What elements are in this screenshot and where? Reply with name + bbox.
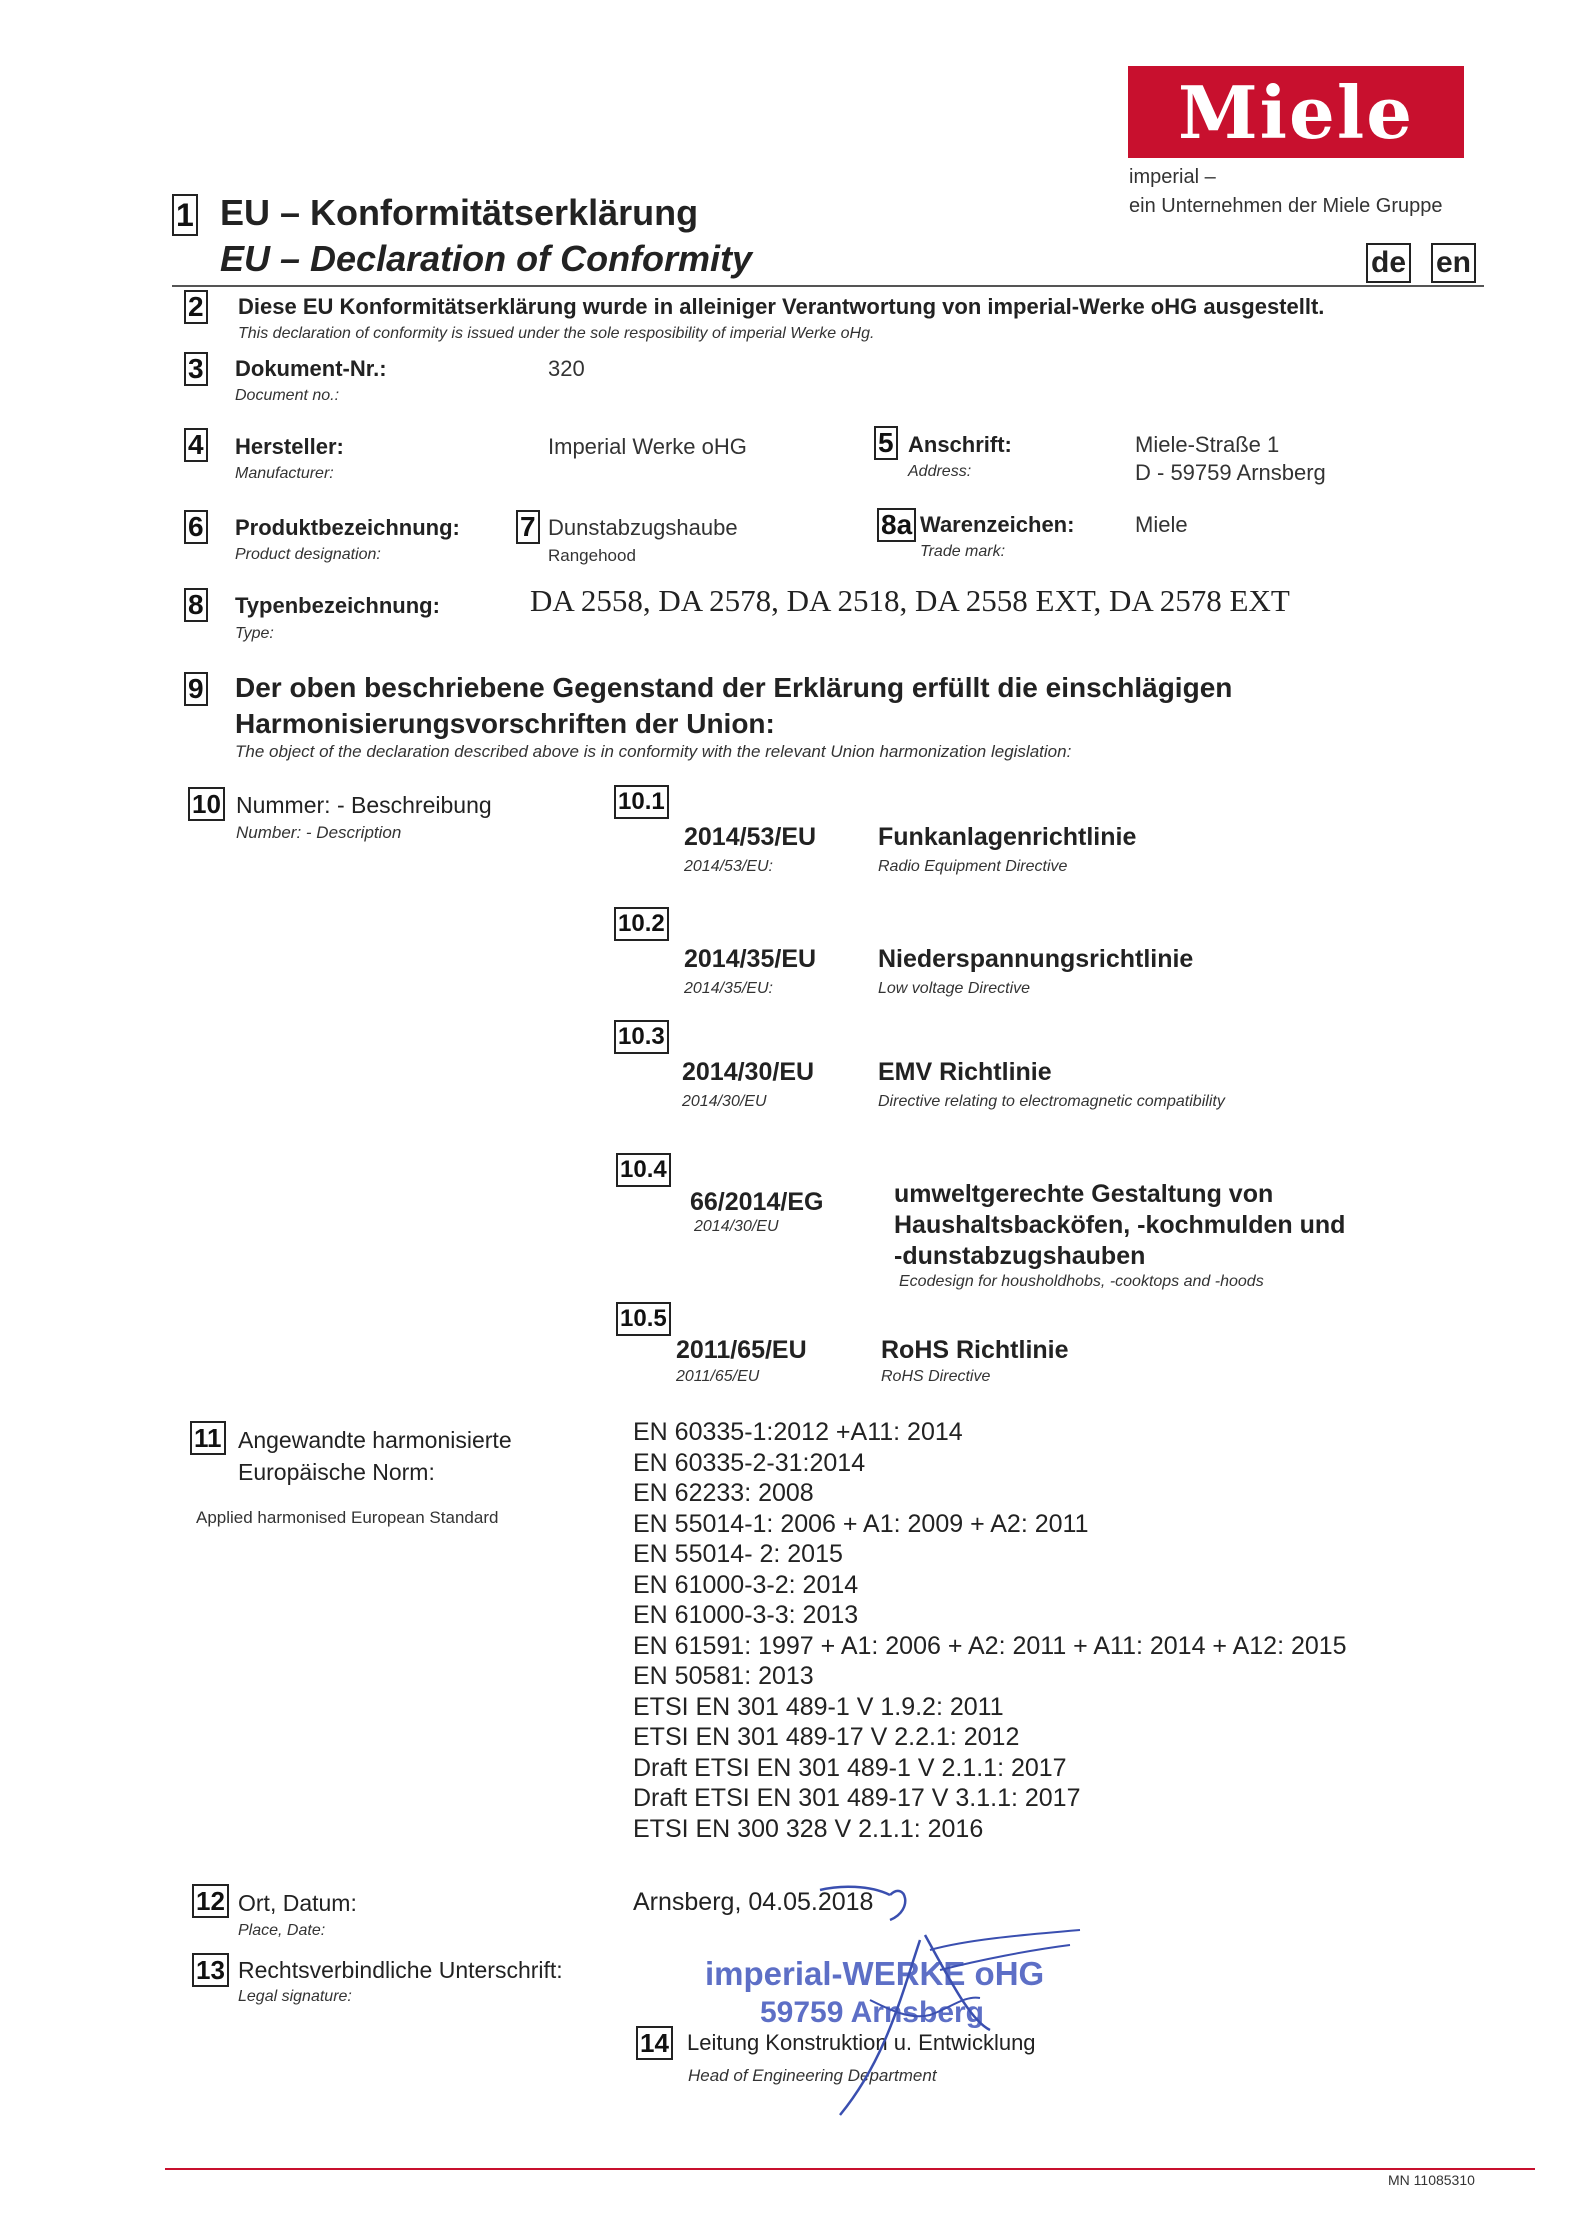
section-8a-number: 8a bbox=[877, 508, 916, 542]
directive-10-1-number: 10.1 bbox=[614, 785, 669, 819]
miele-logo: Miele bbox=[1128, 66, 1464, 158]
directive-10-4-name-line-1: umweltgerechte Gestaltung von bbox=[894, 1180, 1274, 1208]
engineering-head-label: Leitung Konstruktion u. Entwicklung bbox=[687, 2030, 1036, 2055]
directive-10-1-name: Funkanlagenrichtlinie bbox=[878, 823, 1137, 851]
standard-item: EN 50581: 2013 bbox=[633, 1662, 814, 1690]
standards-sublabel: Applied harmonised European Standard bbox=[196, 1508, 499, 1527]
address-line-1: Miele-Straße 1 bbox=[1135, 432, 1280, 457]
directive-10-5-code: 2011/65/EU bbox=[676, 1336, 807, 1364]
section-2-text-de: Diese EU Konformitätserklärung wurde in alleiniger Verantwortung von imperial-Werke oHG ausgestellt. bbox=[238, 294, 1325, 319]
standard-item: EN 61000-3-3: 2013 bbox=[633, 1601, 859, 1629]
section-10-number: 10 bbox=[188, 787, 225, 821]
brand-line-1: imperial – bbox=[1129, 166, 1216, 188]
place-date-value: Arnsberg, 04.05.2018 bbox=[633, 1888, 874, 1916]
footer-rule bbox=[165, 2168, 1535, 2170]
directive-10-2-name: Niederspannungsrichtlinie bbox=[878, 945, 1194, 973]
footer-code: MN 11085310 bbox=[1388, 2172, 1475, 2188]
standards-label-line-2: Europäische Norm: bbox=[238, 1459, 435, 1485]
company-stamp-line-2: 59759 Arnsberg bbox=[760, 1996, 985, 2029]
conformity-statement-line-1: Der oben beschriebene Gegenstand der Erklärung erfüllt die einschlägigen bbox=[235, 672, 1233, 703]
trade-mark-value: Miele bbox=[1135, 512, 1188, 537]
product-designation-sublabel: Product designation: bbox=[235, 546, 381, 563]
directive-10-2-number: 10.2 bbox=[614, 907, 669, 941]
section-14-number: 14 bbox=[636, 2026, 673, 2060]
directive-10-1-code: 2014/53/EU bbox=[684, 823, 817, 851]
section-12-number: 12 bbox=[192, 1884, 229, 1918]
lang-de-box: de bbox=[1366, 243, 1411, 283]
directive-10-5-name: RoHS Richtlinie bbox=[881, 1336, 1069, 1364]
directive-10-4-number: 10.4 bbox=[616, 1153, 671, 1187]
legal-signature-label: Rechtsverbindliche Unterschrift: bbox=[238, 1957, 563, 1983]
standard-item: ETSI EN 301 489-17 V 2.2.1: 2012 bbox=[633, 1723, 1020, 1751]
address-sublabel: Address: bbox=[908, 463, 972, 480]
handwritten-signature bbox=[780, 1880, 1100, 2120]
directive-10-3-name-sub: Directive relating to electromagnetic compatibility bbox=[878, 1093, 1225, 1110]
manufacturer-sublabel: Manufacturer: bbox=[235, 465, 334, 482]
standard-item: Draft ETSI EN 301 489-17 V 3.1.1: 2017 bbox=[633, 1784, 1081, 1812]
directive-10-2-name-sub: Low voltage Directive bbox=[878, 980, 1031, 997]
document-no-sublabel: Document no.: bbox=[235, 387, 340, 404]
section-4-number: 4 bbox=[184, 428, 208, 462]
section-7-number: 7 bbox=[516, 510, 540, 544]
section-13-number: 13 bbox=[192, 1953, 229, 1987]
directive-10-4-name-line-2: Haushaltsbacköfen, -kochmulden und bbox=[894, 1211, 1346, 1239]
conformity-statement-line-2: Harmonisierungsvorschriften der Union: bbox=[235, 708, 775, 739]
directives-sublabel: Number: - Description bbox=[236, 823, 402, 842]
directive-10-5-name-sub: RoHS Directive bbox=[881, 1368, 991, 1385]
directive-10-5-number: 10.5 bbox=[616, 1302, 671, 1336]
directives-label: Nummer: - Beschreibung bbox=[236, 792, 492, 818]
directive-10-2-code: 2014/35/EU bbox=[684, 945, 817, 973]
header-rule bbox=[172, 285, 1484, 287]
place-date-label: Ort, Datum: bbox=[238, 1890, 357, 1916]
section-11-number: 11 bbox=[190, 1421, 226, 1455]
standards-label-line-1: Angewandte harmonisierte bbox=[238, 1427, 512, 1453]
title-de: EU – Konformitätserklärung bbox=[220, 192, 699, 233]
trade-mark-sublabel: Trade mark: bbox=[920, 543, 1006, 560]
standard-item: EN 55014-1: 2006 + A1: 2009 + A2: 2011 bbox=[633, 1509, 1089, 1538]
manufacturer-value: Imperial Werke oHG bbox=[548, 434, 747, 459]
conformity-statement-en: The object of the declaration described above is in conformity with the relevant Union harmonization legislation: bbox=[235, 742, 1072, 761]
product-designation-value-en: Rangehood bbox=[548, 546, 636, 565]
section-9-number: 9 bbox=[184, 672, 208, 706]
standard-item: EN 62233: 2008 bbox=[633, 1479, 814, 1507]
section-6-number: 6 bbox=[184, 510, 208, 544]
directive-10-3-name: EMV Richtlinie bbox=[878, 1058, 1052, 1086]
type-label: Typenbezeichnung: bbox=[235, 593, 440, 618]
place-date-sublabel: Place, Date: bbox=[238, 1922, 326, 1939]
section-8-number: 8 bbox=[184, 588, 208, 622]
standards-list bbox=[633, 1417, 1347, 1844]
directive-10-4-name-sub: Ecodesign for housholdhobs, -cooktops and -hoods bbox=[899, 1273, 1264, 1290]
standard-item: EN 61000-3-2: 2014 bbox=[633, 1570, 859, 1599]
document-no-label: Dokument-Nr.: bbox=[235, 356, 387, 381]
product-designation-value: Dunstabzugshaube bbox=[548, 515, 738, 540]
document-no-value: 320 bbox=[548, 356, 585, 381]
standard-item: EN 60335-1:2012 +A11: 2014 bbox=[633, 1418, 963, 1446]
address-label: Anschrift: bbox=[908, 432, 1012, 457]
engineering-head-sublabel: Head of Engineering Department bbox=[688, 2066, 937, 2085]
directive-10-2-code-sub: 2014/35/EU: bbox=[684, 980, 773, 997]
standard-item: Draft ETSI EN 301 489-1 V 2.1.1: 2017 bbox=[633, 1753, 1067, 1782]
section-2-text-en: This declaration of conformity is issued under the sole resposibility of imperial Werke oHg. bbox=[238, 325, 875, 342]
directive-10-4-code-sub: 2014/30/EU bbox=[694, 1218, 779, 1235]
standard-item: EN 61591: 1997 + A1: 2006 + A2: 2011 + A11: 2014 + A12: 2015 bbox=[633, 1631, 1347, 1660]
company-stamp-line-1: imperial-WERKE oHG bbox=[705, 1955, 1045, 1992]
standard-item: ETSI EN 300 328 V 2.1.1: 2016 bbox=[633, 1814, 984, 1843]
trade-mark-label: Warenzeichen: bbox=[920, 512, 1075, 537]
type-value: DA 2558, DA 2578, DA 2518, DA 2558 EXT, DA 2578 EXT bbox=[530, 583, 1290, 618]
directive-10-1-code-sub: 2014/53/EU: bbox=[684, 858, 773, 875]
section-3-number: 3 bbox=[184, 352, 208, 386]
product-designation-label: Produktbezeichnung: bbox=[235, 515, 460, 540]
standard-item: EN 60335-2-31:2014 bbox=[633, 1448, 866, 1477]
title-en: EU – Declaration of Conformity bbox=[220, 238, 753, 279]
manufacturer-label: Hersteller: bbox=[235, 434, 344, 459]
directive-10-5-code-sub: 2011/65/EU bbox=[676, 1368, 760, 1385]
brand-line-2: ein Unternehmen der Miele Gruppe bbox=[1129, 195, 1443, 217]
standard-item: ETSI EN 301 489-1 V 1.9.2: 2011 bbox=[633, 1692, 1004, 1721]
directive-10-4-code: 66/2014/EG bbox=[690, 1188, 824, 1216]
directive-10-3-code-sub: 2014/30/EU bbox=[682, 1093, 767, 1110]
standard-item: EN 55014- 2: 2015 bbox=[633, 1540, 843, 1568]
section-2-number: 2 bbox=[184, 290, 208, 324]
directive-10-3-number: 10.3 bbox=[614, 1020, 669, 1054]
section-1-number: 1 bbox=[172, 194, 198, 236]
legal-signature-sublabel: Legal signature: bbox=[238, 1988, 352, 2005]
directive-10-3-code: 2014/30/EU bbox=[682, 1058, 815, 1086]
directive-10-1-name-sub: Radio Equipment Directive bbox=[878, 858, 1068, 875]
address-line-2: D - 59759 Arnsberg bbox=[1135, 460, 1326, 485]
section-5-number: 5 bbox=[874, 426, 898, 460]
type-sublabel: Type: bbox=[235, 625, 274, 642]
lang-en-box: en bbox=[1431, 243, 1476, 283]
directive-10-4-name-line-3: -dunstabzugshauben bbox=[894, 1242, 1146, 1270]
